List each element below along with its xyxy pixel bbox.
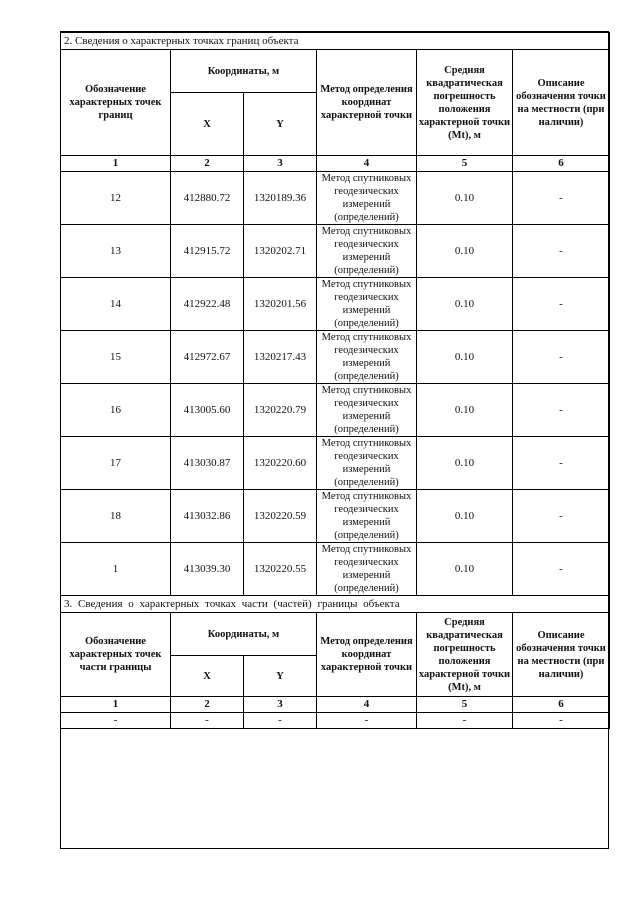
table-row bbox=[61, 225, 610, 278]
coord-y: 1320220.60 bbox=[244, 437, 317, 490]
method-cell: Метод спутниковых геодезических измерений (определений) bbox=[317, 490, 417, 543]
method-cell: - bbox=[317, 713, 417, 729]
col-num-1: 1 bbox=[61, 156, 171, 172]
header-y: Y bbox=[244, 93, 317, 156]
section-3-title: 3. Сведения о характерных точках части (частей) границы объекта bbox=[61, 596, 610, 613]
header-method: Метод определения координат характерной точки bbox=[317, 50, 417, 156]
point-id: 1 bbox=[61, 543, 171, 596]
header-designation: Обозначение характерных точек части границы bbox=[61, 613, 171, 697]
table-row bbox=[61, 384, 610, 437]
description-cell: - bbox=[513, 543, 610, 596]
description-cell: - bbox=[513, 278, 610, 331]
error-cell: 0.10 bbox=[417, 437, 513, 490]
error-cell: 0.10 bbox=[417, 331, 513, 384]
method-cell: Метод спутниковых геодезических измерений (определений) bbox=[317, 331, 417, 384]
point-id: 15 bbox=[61, 331, 171, 384]
point-id: - bbox=[61, 713, 171, 729]
document-page bbox=[60, 31, 609, 849]
coord-y: 1320220.59 bbox=[244, 490, 317, 543]
header-error: Средняя квадратическая погрешность положения характерной точки (Mt), м bbox=[417, 50, 513, 156]
point-id: 14 bbox=[61, 278, 171, 331]
method-cell: Метод спутниковых геодезических измерений (определений) bbox=[317, 384, 417, 437]
coord-y: - bbox=[244, 713, 317, 729]
coord-x: 413030.87 bbox=[171, 437, 244, 490]
coord-x: 413039.30 bbox=[171, 543, 244, 596]
col-num-3: 3 bbox=[244, 697, 317, 713]
table-row bbox=[61, 543, 610, 596]
coord-x: 412922.48 bbox=[171, 278, 244, 331]
col-num-2: 2 bbox=[171, 156, 244, 172]
description-cell: - bbox=[513, 225, 610, 278]
col-num-6: 6 bbox=[513, 697, 610, 713]
header-x: X bbox=[171, 93, 244, 156]
col-num-5: 5 bbox=[417, 697, 513, 713]
description-cell: - bbox=[513, 437, 610, 490]
coord-y: 1320220.79 bbox=[244, 384, 317, 437]
method-cell: Метод спутниковых геодезических измерений (определений) bbox=[317, 172, 417, 225]
header-method: Метод определения координат характерной точки bbox=[317, 613, 417, 697]
coord-y: 1320202.71 bbox=[244, 225, 317, 278]
header-y: Y bbox=[244, 656, 317, 697]
point-id: 12 bbox=[61, 172, 171, 225]
column-number-row bbox=[61, 697, 610, 713]
method-cell: Метод спутниковых геодезических измерений (определений) bbox=[317, 278, 417, 331]
header-designation: Обозначение характерных точек границ bbox=[61, 50, 171, 156]
description-cell: - bbox=[513, 172, 610, 225]
col-num-1: 1 bbox=[61, 697, 171, 713]
coord-x: 412972.67 bbox=[171, 331, 244, 384]
col-num-3: 3 bbox=[244, 156, 317, 172]
coord-x: 413005.60 bbox=[171, 384, 244, 437]
coord-y: 1320220.55 bbox=[244, 543, 317, 596]
error-cell: 0.10 bbox=[417, 543, 513, 596]
col-num-5: 5 bbox=[417, 156, 513, 172]
error-cell: - bbox=[417, 713, 513, 729]
col-num-4: 4 bbox=[317, 156, 417, 172]
coord-x: 412915.72 bbox=[171, 225, 244, 278]
header-error: Средняя квадратическая погрешность положения характерной точки (Mt), м bbox=[417, 613, 513, 697]
header-coordinates: Координаты, м bbox=[171, 613, 317, 656]
header-x: X bbox=[171, 656, 244, 697]
coord-x: - bbox=[171, 713, 244, 729]
description-cell: - bbox=[513, 713, 610, 729]
point-id: 13 bbox=[61, 225, 171, 278]
point-id: 16 bbox=[61, 384, 171, 437]
table-row bbox=[61, 437, 610, 490]
error-cell: 0.10 bbox=[417, 172, 513, 225]
error-cell: 0.10 bbox=[417, 225, 513, 278]
header-description: Описание обозначения точки на местности (при наличии) bbox=[513, 50, 610, 156]
description-cell: - bbox=[513, 490, 610, 543]
header-coordinates: Координаты, м bbox=[171, 50, 317, 93]
table-row bbox=[61, 278, 610, 331]
error-cell: 0.10 bbox=[417, 490, 513, 543]
error-cell: 0.10 bbox=[417, 384, 513, 437]
coord-y: 1320201.56 bbox=[244, 278, 317, 331]
col-num-6: 6 bbox=[513, 156, 610, 172]
method-cell: Метод спутниковых геодезических измерений (определений) bbox=[317, 543, 417, 596]
point-id: 17 bbox=[61, 437, 171, 490]
coord-y: 1320189.36 bbox=[244, 172, 317, 225]
method-cell: Метод спутниковых геодезических измерений (определений) bbox=[317, 437, 417, 490]
coord-x: 413032.86 bbox=[171, 490, 244, 543]
col-num-4: 4 bbox=[317, 697, 417, 713]
column-number-row bbox=[61, 156, 610, 172]
error-cell: 0.10 bbox=[417, 278, 513, 331]
section-2-title: 2. Сведения о характерных точках границ объекта bbox=[61, 33, 610, 50]
table-row bbox=[61, 172, 610, 225]
point-id: 18 bbox=[61, 490, 171, 543]
col-num-2: 2 bbox=[171, 697, 244, 713]
table-row bbox=[61, 490, 610, 543]
description-cell: - bbox=[513, 384, 610, 437]
description-cell: - bbox=[513, 331, 610, 384]
header-description: Описание обозначения точки на местности (при наличии) bbox=[513, 613, 610, 697]
points-table bbox=[60, 32, 610, 729]
table-row bbox=[61, 713, 610, 729]
table-row bbox=[61, 331, 610, 384]
method-cell: Метод спутниковых геодезических измерений (определений) bbox=[317, 225, 417, 278]
coord-x: 412880.72 bbox=[171, 172, 244, 225]
coord-y: 1320217.43 bbox=[244, 331, 317, 384]
